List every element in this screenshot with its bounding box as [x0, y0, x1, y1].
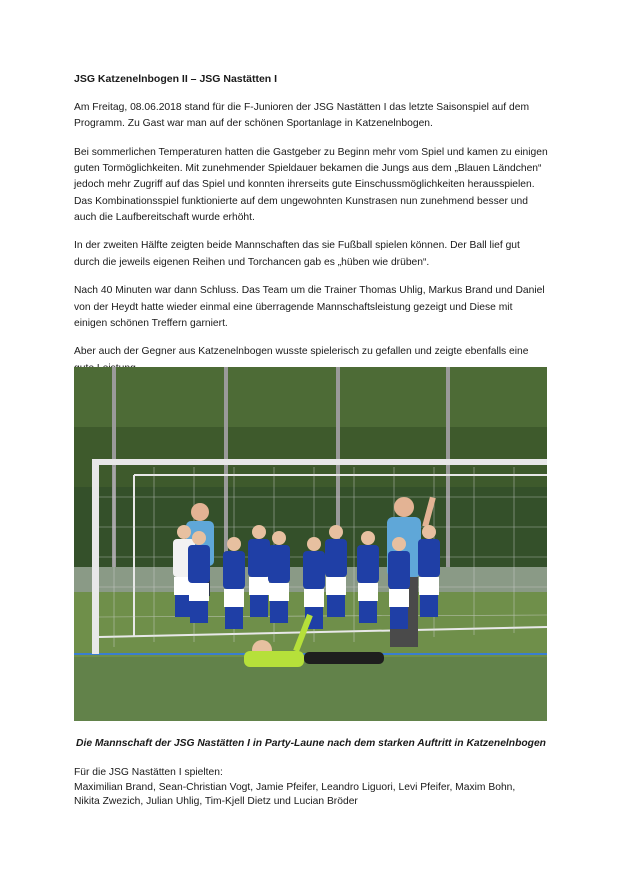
- article-title: JSG Katzenelnbogen II – JSG Nastätten I: [74, 73, 278, 85]
- paragraph-end: Nach 40 Minuten war dann Schluss. Das Team um die Trainer Thomas Uhlig, Markus Brand und Daniel von der Heydt hatte wieder einmal eine überragende Mannschaftsleistung gezeigt und Diese mit einigen schönen Treffern garniert.: [74, 285, 545, 329]
- players-line-2: Nikita Zwezich, Julian Uhlig, Tim-Kjell Dietz und Lucian Bröder: [74, 796, 358, 808]
- players-heading: Für die JSG Nastätten I spielten:: [74, 767, 223, 778]
- paragraph-opponent: Aber auch der Gegner aus Katzenelnbogen wusste spielerisch zu gefallen und zeigte ebenfalls eine: [74, 346, 529, 358]
- photo-caption: Die Mannschaft der JSG Nastätten I in Party-Laune nach dem starken Auftritt in Katzenelnbogen: [76, 738, 546, 749]
- team-photo: [74, 367, 547, 721]
- paragraph-second-half: In der zweiten Hälfte zeigten beide Mannschaften das sie Fußball spielen können. Der Ball lief gut durch die jeweils eigenen Reihen und Torchancen gab es „hüben wie drüben“.: [74, 240, 520, 268]
- paragraph-intro: Am Freitag, 08.06.2018 stand für die F-Junioren der JSG Nastätten I das letzte Saisonspiel auf dem Programm. Zu Gast war man auf der schönen Sportanlage in Katzenelnbogen.: [74, 102, 530, 130]
- players-list: [74, 766, 548, 810]
- article: [74, 72, 548, 389]
- paragraph-first-half: Bei sommerlichen Temperaturen hatten die Gastgeber zu Beginn mehr vom Spiel und kamen zu einigen guten Tormöglichkeiten. Mit zunehmender Spieldauer bekamen die Jungs aus dem „Blauen Ländchen“ jedoch mehr Zugriff auf das Spiel und konnten ihrerseits gute Einschussmöglichkeiten herausspielen. Das Kombinationsspiel funktionierte auf dem ungewohnten Kunstrasen nun zunehmend besser und auch die Laufbereitschaft wurde erhöht.: [74, 146, 548, 223]
- players-line-1: Maximilian Brand, Sean-Christian Vogt, Jamie Pfeifer, Leandro Liguori, Levi Pfeifer, Maxim Bohn,: [74, 781, 516, 793]
